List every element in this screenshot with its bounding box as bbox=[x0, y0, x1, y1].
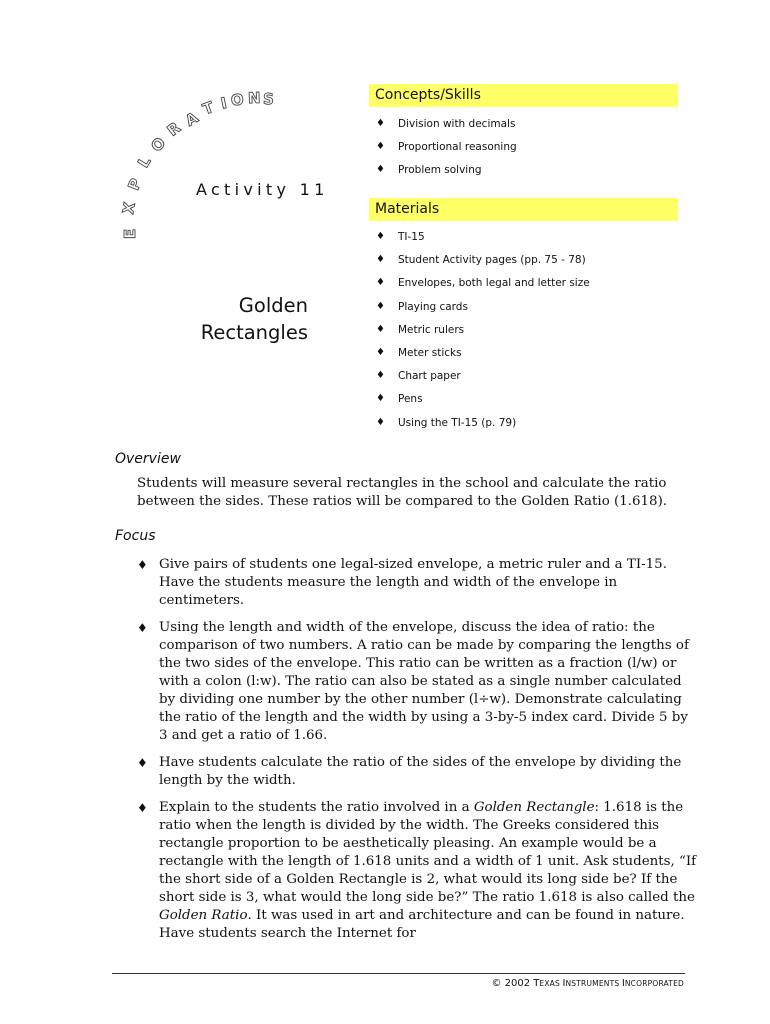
diamond-bullet-icon: ♦ bbox=[376, 118, 385, 129]
arc-letter: R bbox=[163, 118, 184, 140]
list-item: ♦ Chart paper bbox=[376, 370, 461, 383]
list-item: ♦ Student Activity pages (pp. 75 - 78) bbox=[376, 254, 586, 267]
list-item: ♦ Using the length and width of the envelope, discuss the idea of ratio: the comparison of two numbers. A ratio can be made by comparing the lengths of the two sides of the envelope. This ratio can be written as a fraction (l/w) or with a colon (l:w). The ratio can also be stated as a single number calculated by dividing one number by the other number (l÷w). Demonstrate calculating the ratio of the length and the width by using a 3-by-5 index card. Divide 5 by 3 and get a ratio of 1.66. bbox=[137, 620, 689, 743]
arc-letter: N bbox=[247, 88, 261, 108]
diamond-bullet-icon: ♦ bbox=[376, 277, 385, 289]
diamond-bullet-icon: ♦ bbox=[376, 323, 385, 335]
footer-divider bbox=[112, 973, 685, 974]
arc-letter: T bbox=[200, 98, 217, 119]
copyright-footer: © 2002 TEXAS INSTRUMENTS INCORPORATED bbox=[491, 978, 684, 989]
materials-heading: Materials bbox=[369, 198, 678, 221]
diamond-bullet-icon: ♦ bbox=[137, 756, 148, 770]
list-item: ♦ TI-15 bbox=[376, 231, 425, 243]
diamond-bullet-icon: ♦ bbox=[137, 621, 148, 635]
diamond-bullet-icon: ♦ bbox=[137, 801, 148, 815]
arc-letter: A bbox=[182, 108, 202, 130]
overview-text: Students will measure several rectangles in the school and calculate the ratio between the sides. These ratios will be compared to the Golden Ratio (1.618). bbox=[137, 476, 668, 509]
focus-list bbox=[137, 556, 697, 952]
list-item: ♦ Division with decimals bbox=[376, 118, 516, 130]
diamond-bullet-icon: ♦ bbox=[376, 300, 385, 312]
golden-rectangle-term: Golden Rectangle bbox=[473, 800, 595, 815]
arc-letter: O bbox=[230, 90, 245, 110]
arc-letter: S bbox=[262, 89, 275, 109]
golden-ratio-term: Golden Ratio bbox=[159, 908, 248, 923]
activity-number: Activity 11 bbox=[196, 180, 329, 199]
explorations-arc-logo bbox=[0, 0, 370, 260]
diamond-bullet-icon: ♦ bbox=[376, 164, 385, 176]
page-title bbox=[201, 292, 308, 346]
diamond-bullet-icon: ♦ bbox=[376, 141, 385, 153]
diamond-bullet-icon: ♦ bbox=[137, 558, 148, 572]
arc-letter: L bbox=[134, 153, 155, 171]
diamond-bullet-icon: ♦ bbox=[376, 231, 385, 242]
list-item: ♦ Using the TI-15 (p. 79) bbox=[376, 416, 517, 429]
arc-letter: E bbox=[121, 228, 139, 239]
list-item: ♦ Proportional reasoning bbox=[376, 141, 517, 154]
materials-list bbox=[376, 230, 590, 439]
arc-letter: I bbox=[219, 93, 229, 113]
list-item: ♦ Pens bbox=[376, 393, 423, 406]
list-item: ♦ Problem solving bbox=[376, 164, 482, 177]
list-item: ♦ Meter sticks bbox=[376, 346, 462, 359]
title-line: Golden bbox=[238, 294, 308, 317]
diamond-bullet-icon: ♦ bbox=[376, 393, 385, 405]
diamond-bullet-icon: ♦ bbox=[376, 254, 385, 266]
list-item: ♦ Explain to the students the ratio involved in a Golden Rectangle: 1.618 is the ratio when the length is divided by the width. The Greeks considered this rectangle proportion to be aesthetically pleasing. An example would be a rectangle with the length of 1.618 units and a width of 1 unit. Ask students, “If the short side of a Golden Rectangle is 2, what would its long side be? If the short side is 3, what would the long side be?” The ratio 1.618 is also called the Golden Ratio. It was used in art and architecture and can be found in nature. Have students search the Internet for bbox=[137, 800, 697, 941]
concepts-skills-heading: Concepts/Skills bbox=[369, 84, 678, 107]
list-item: ♦ Give pairs of students one legal-sized envelope, a metric ruler and a TI-15. Have the students measure the length and width of the envelope in centimeters. bbox=[137, 557, 667, 608]
list-item: ♦ Playing cards bbox=[376, 300, 468, 313]
concepts-list bbox=[376, 117, 517, 187]
diamond-bullet-icon: ♦ bbox=[376, 370, 385, 382]
focus-heading: Focus bbox=[115, 528, 156, 544]
overview-heading: Overview bbox=[115, 451, 181, 467]
list-item: ♦ Metric rulers bbox=[376, 323, 465, 336]
arc-letter: X bbox=[119, 200, 139, 216]
diamond-bullet-icon: ♦ bbox=[376, 346, 385, 358]
title-line: Rectangles bbox=[200, 321, 308, 344]
arc-letter: O bbox=[147, 133, 170, 156]
diamond-bullet-icon: ♦ bbox=[376, 416, 385, 428]
list-item: ♦ Have students calculate the ratio of the sides of the envelope by dividing the length by the width. bbox=[137, 755, 682, 788]
list-item: ♦ Envelopes, both legal and letter size bbox=[376, 277, 590, 290]
arc-letter: P bbox=[124, 175, 146, 193]
